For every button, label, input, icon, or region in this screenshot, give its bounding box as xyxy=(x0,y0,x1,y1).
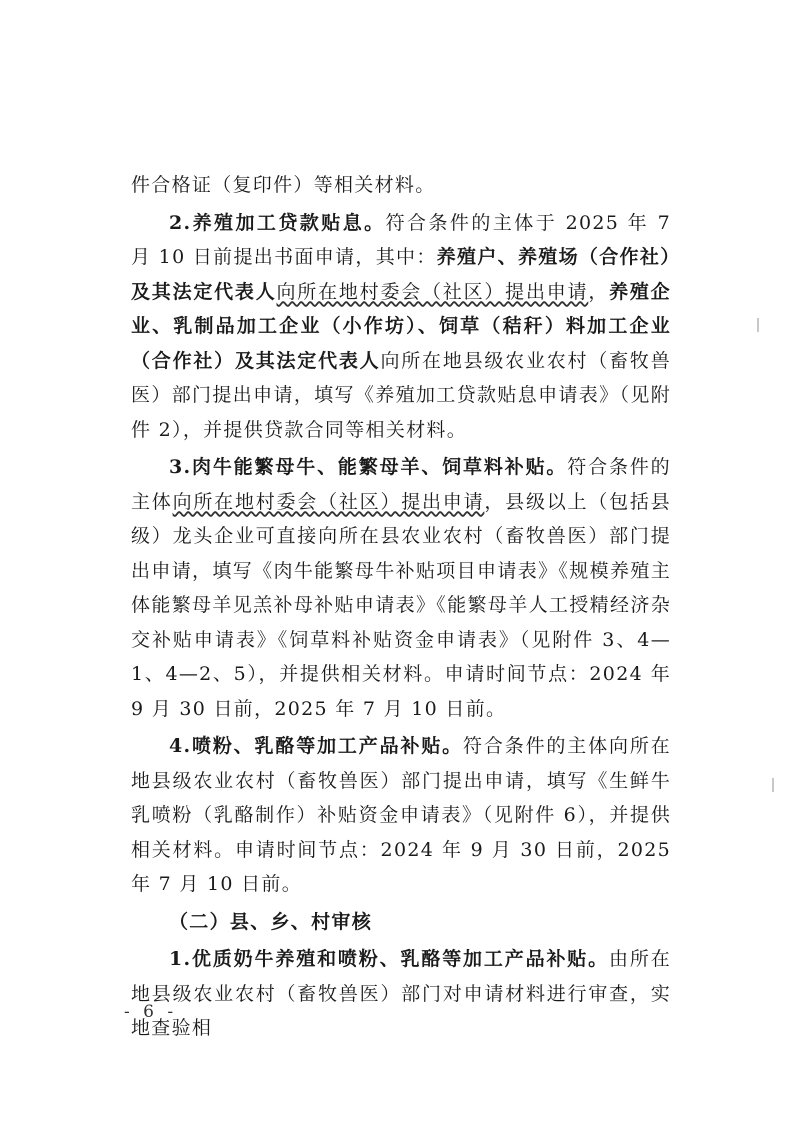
paragraph-processing-subsidy xyxy=(131,729,671,902)
paragraph-text: 符合条件的主体于 2025 年 7 月 10 日前提出书面申请，其中： xyxy=(131,211,671,268)
emphasis-text: 养殖户、养殖场（合作社）及其法定代表人 xyxy=(131,246,671,303)
paragraph-continuation xyxy=(131,168,671,203)
handwritten-underline-text: 向所在地村委会（社区）提出申请 xyxy=(276,280,589,303)
paragraph-text: ，县级以上（包括县级）龙头企业可直接向所在县农业农村（畜牧兽医）部门提出申请，填写《肉牛能繁母牛补贴项目申请表》《规模养殖主体能繁母羊见羔补母补贴申请表》《能繁母羊人工授精经济杂交补贴申请表》《饲草料补贴资金申请表》（见附件 3、4—1、4—2、5），并提供相关材料。申请时间节点：2024 年 9 月 30 日前，2025 年 7 月 10 日前。 xyxy=(131,490,671,720)
emphasis-text: 养殖企业、乳制品加工企业（小作坊）、饲草（秸秆）料加工企业（合作社）及其法定代表人 xyxy=(131,280,671,372)
paragraph-dairy-subsidy xyxy=(131,942,671,1046)
handwritten-underline-text: 向所在地村委会（社区）提出申请 xyxy=(172,490,485,513)
scan-mark xyxy=(772,778,774,792)
paragraph-text: 由所在地县级农业农村（畜牧兽医）部门对申请材料进行审查，实地查验相 xyxy=(131,948,672,1039)
section-heading-breeding-subsidy: 3.肉牛能繁母牛、能繁母羊、饲草料补贴。 xyxy=(169,456,568,478)
document-body xyxy=(131,168,671,1049)
paragraph-breeding-subsidy xyxy=(131,450,671,726)
paragraph-text: ， xyxy=(588,280,610,303)
section-heading-processing-subsidy: 4.喷粉、乳酪等加工产品补贴。 xyxy=(169,735,464,757)
section-heading-review: （二）县、乡、村审核 xyxy=(169,910,373,933)
paragraph-loan-subsidy xyxy=(131,206,671,448)
paragraph-text: 件合格证（复印件）等相关材料。 xyxy=(131,174,436,196)
paragraph-text: 向所在地县级农业农村（畜牧兽医）部门提出申请，填写《养殖加工贷款贴息申请表》（见附件 2），并提供贷款合同等相关材料。 xyxy=(131,349,671,441)
page-number: - 6 - xyxy=(124,1002,178,1022)
section-heading-dairy-subsidy: 1.优质奶牛养殖和喷粉、乳酪等加工产品补贴。 xyxy=(169,948,609,970)
section-heading-loan-subsidy: 2.养殖加工贷款贴息。 xyxy=(169,211,386,234)
paragraph-text: 符合条件的主体 xyxy=(131,456,671,513)
scan-mark xyxy=(757,318,759,332)
paragraph-text: 符合条件的主体向所在地县级农业农村（畜牧兽医）部门提出申请，填写《生鲜牛乳喷粉（乳酪制作）补贴资金申请表》（见附件 6），并提供相关材料。申请时间节点：2024 年 9 月 30 日前，2025 年 7 月 10 日前。 xyxy=(131,735,671,895)
